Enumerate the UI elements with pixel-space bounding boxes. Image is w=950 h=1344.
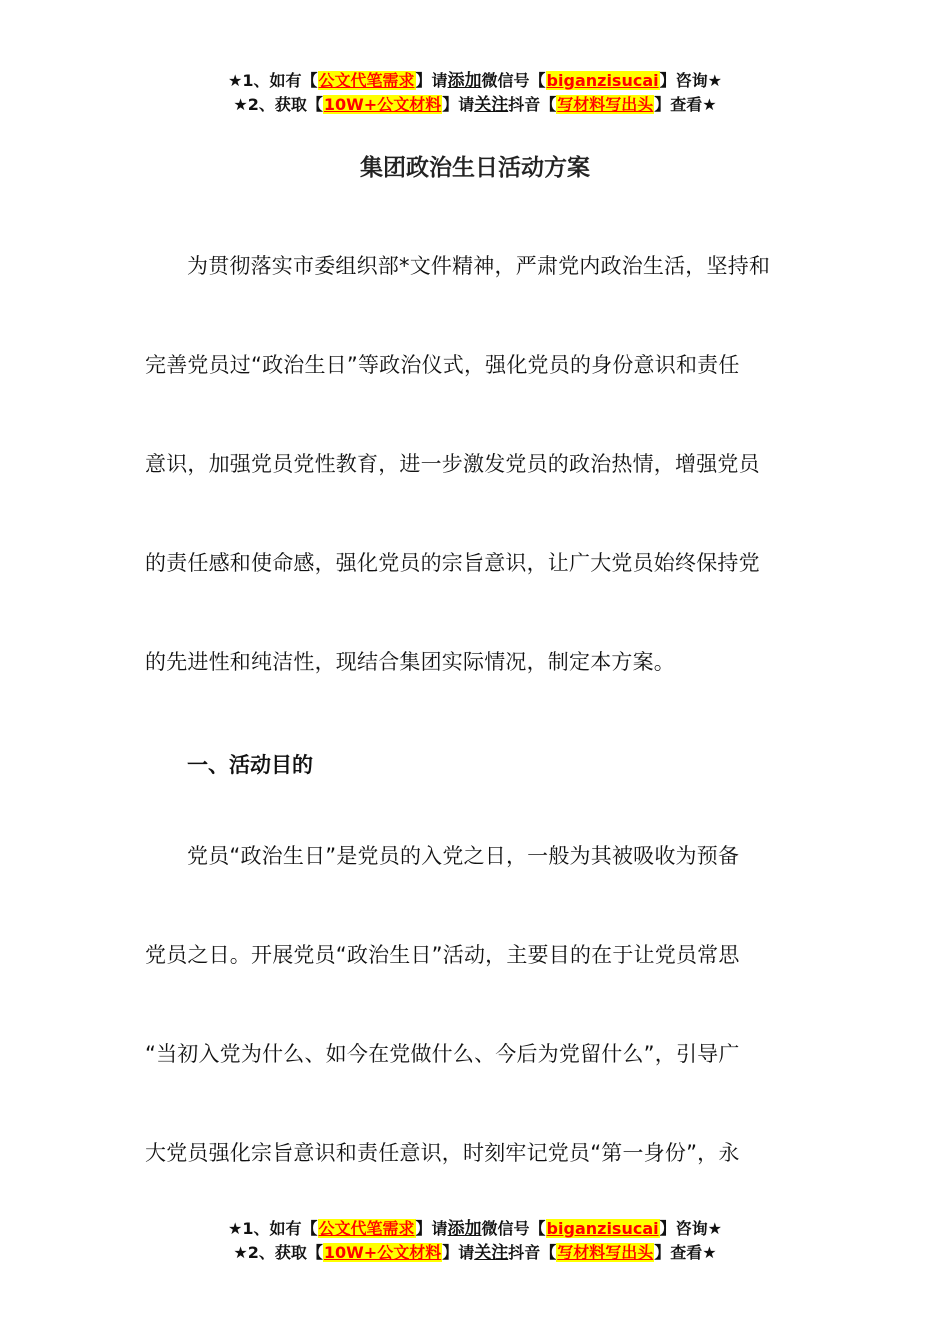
- banner-text: 】请: [442, 1243, 475, 1262]
- banner-text: 微信号【: [481, 71, 546, 90]
- paragraph-line: 意识，加强党员党性教育，进一步激发党员的政治热情，增强党员: [145, 452, 760, 476]
- banner-text: 抖音【: [508, 95, 557, 114]
- highlight-materials: 10W+公文材料: [323, 1243, 442, 1262]
- paragraph-line: 为贯彻落实市委组织部*文件精神，严肃党内政治生活，坚持和: [187, 254, 771, 278]
- paragraph-line: 大党员强化宗旨意识和责任意识，时刻牢记党员“第一身份”，永: [145, 1141, 740, 1165]
- highlight-service: 公文代笔需求: [318, 71, 415, 90]
- banner-text: ★1、如有【: [228, 1219, 318, 1238]
- banner-text: 】请: [442, 95, 475, 114]
- section-heading: 一、活动目的: [187, 753, 313, 777]
- highlight-wechat-id: biganzisucai: [546, 71, 659, 90]
- emphasis-follow: 关注: [474, 1243, 509, 1263]
- emphasis-add: 添加: [447, 1219, 482, 1239]
- paragraph-line: 党员“政治生日”是党员的入党之日，一般为其被吸收为预备: [187, 844, 740, 868]
- highlight-wechat-id: biganzisucai: [546, 1219, 659, 1238]
- header-banner: [0, 69, 950, 117]
- highlight-douyin-id: 写材料写出头: [557, 1243, 654, 1262]
- banner-text: ★1、如有【: [228, 71, 318, 90]
- highlight-service: 公文代笔需求: [318, 1219, 415, 1238]
- banner-line-2: [0, 93, 950, 117]
- document-title: 集团政治生日活动方案: [360, 155, 590, 181]
- banner-text: 微信号【: [481, 1219, 546, 1238]
- paragraph-line: 党员之日。开展党员“政治生日”活动，主要目的在于让党员常思: [145, 943, 740, 967]
- banner-text: 】咨询★: [659, 1219, 722, 1238]
- banner-text: ★2、获取【: [233, 1243, 323, 1262]
- emphasis-follow: 关注: [474, 95, 509, 115]
- paragraph-line: 完善党员过“政治生日”等政治仪式，强化党员的身份意识和责任: [145, 353, 740, 377]
- banner-text: ★2、获取【: [233, 95, 323, 114]
- banner-line-1: [0, 69, 950, 93]
- banner-text: 】请: [415, 71, 448, 90]
- highlight-douyin-id: 写材料写出头: [557, 95, 654, 114]
- banner-line-2: [0, 1241, 950, 1265]
- banner-text: 】查看★: [654, 95, 717, 114]
- paragraph-line: “当初入党为什么、如今在党做什么、今后为党留什么”，引导广: [145, 1042, 740, 1066]
- banner-text: 】请: [415, 1219, 448, 1238]
- intro-paragraph: [145, 217, 807, 712]
- paragraph-line: 的责任感和使命感，强化党员的宗旨意识，让广大党员始终保持党: [145, 551, 760, 575]
- banner-line-1: [0, 1217, 950, 1241]
- banner-text: 抖音【: [508, 1243, 557, 1262]
- banner-text: 】查看★: [654, 1243, 717, 1262]
- emphasis-add: 添加: [447, 71, 482, 91]
- paragraph-line: 的先进性和纯洁性，现结合集团实际情况，制定本方案。: [145, 650, 675, 674]
- section1-paragraph: [145, 807, 807, 1203]
- footer-banner: [0, 1217, 950, 1265]
- banner-text: 】咨询★: [659, 71, 722, 90]
- highlight-materials: 10W+公文材料: [323, 95, 442, 114]
